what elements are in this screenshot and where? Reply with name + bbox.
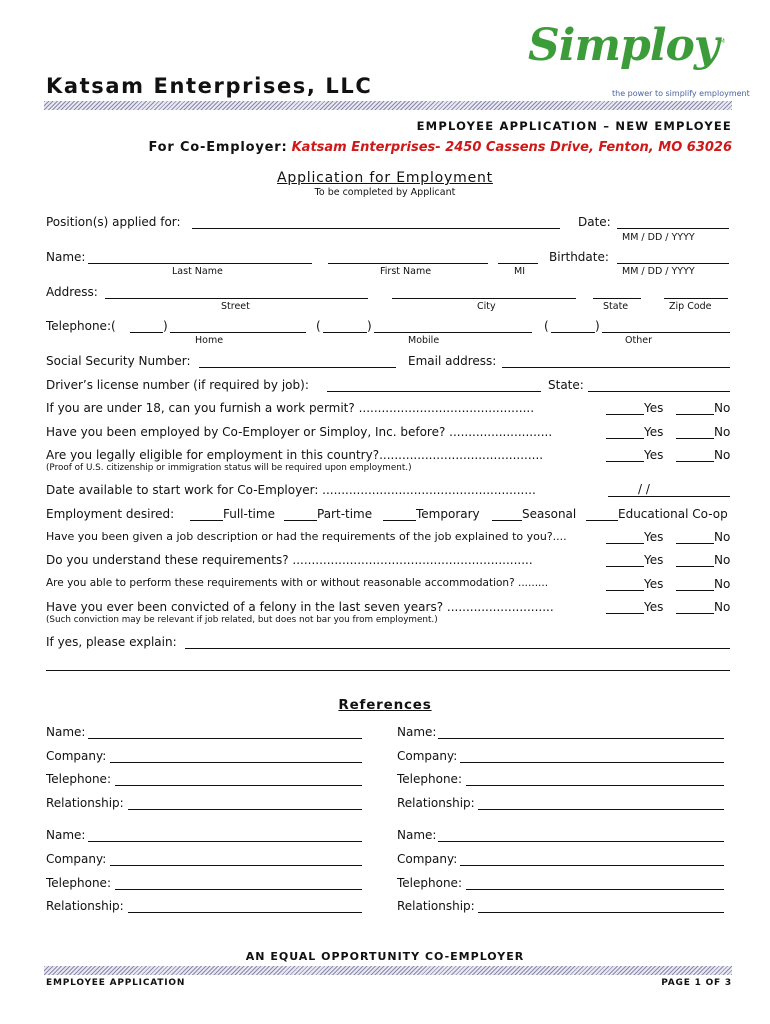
position-field[interactable] — [192, 228, 560, 229]
coemployer-line — [149, 140, 732, 155]
under-18-no-blank[interactable] — [676, 414, 714, 415]
seasonal-label: Seasonal — [522, 507, 577, 521]
ref4-company-label: Company: — [397, 852, 458, 866]
ref1-relationship-field[interactable] — [128, 809, 362, 810]
ref1-company-field[interactable] — [110, 762, 362, 763]
understand-yes-blank[interactable] — [606, 566, 644, 567]
home-paren-close: ) — [163, 319, 168, 333]
form-heading: EMPLOYEE APPLICATION – NEW EMPLOYEE — [416, 119, 732, 133]
last-name-caption: Last Name — [172, 266, 223, 277]
mi-caption: MI — [514, 266, 525, 277]
understand-no-label: No — [714, 553, 731, 567]
felony-note: (Such conviction may be relevant if job related, but does not bar you from employment.) — [46, 615, 438, 625]
q-employed-before: Have you been employed by Co-Employer or Simploy, Inc. before? ........................... — [46, 425, 553, 439]
eligible-no-label: No — [714, 448, 731, 462]
parttime-label: Part-time — [317, 507, 373, 521]
home-caption: Home — [195, 335, 224, 346]
birthdate-field[interactable] — [617, 263, 729, 264]
dl-state-field[interactable] — [588, 391, 730, 392]
email-label: Email address: — [408, 354, 497, 368]
eligible-note: (Proof of U.S. citizenship or immigration status will be required upon employment.) — [46, 463, 412, 473]
ref3-company-label: Company: — [46, 852, 107, 866]
eligible-yes-blank[interactable] — [606, 461, 644, 462]
start-date-slashes: / / — [638, 482, 650, 496]
mi-field[interactable] — [498, 263, 538, 264]
coop-blank[interactable] — [586, 520, 618, 521]
dl-state-label: State: — [548, 378, 584, 392]
references-title-text: References — [338, 697, 432, 713]
ref2-relationship-label: Relationship: — [397, 796, 475, 810]
last-name-field[interactable] — [88, 263, 312, 264]
ref3-telephone-label: Telephone: — [46, 876, 111, 890]
name-label: Name: — [46, 250, 86, 264]
employed-before-yes-blank[interactable] — [606, 438, 644, 439]
ref4-name-field[interactable] — [438, 841, 724, 842]
ref2-telephone-label: Telephone: — [397, 772, 462, 786]
q-understand: Do you understand these requirements? ............................................................... — [46, 553, 533, 567]
footer-left-label: EMPLOYEE APPLICATION — [46, 978, 186, 988]
q-felony: Have you ever been convicted of a felony in the last seven years? ............................ — [46, 600, 554, 614]
other-paren-open: ( — [544, 319, 549, 333]
ref1-company-label: Company: — [46, 749, 107, 763]
application-title — [0, 170, 770, 186]
mobile-area-code-field[interactable] — [323, 332, 367, 333]
job-desc-yes-blank[interactable] — [606, 543, 644, 544]
start-date-field[interactable] — [608, 496, 730, 497]
footer-band — [44, 966, 732, 975]
felony-yes-label: Yes — [644, 600, 664, 614]
ref1-relationship-label: Relationship: — [46, 796, 124, 810]
mobile-paren-open: ( — [316, 319, 321, 333]
employed-before-no-blank[interactable] — [676, 438, 714, 439]
job-desc-no-blank[interactable] — [676, 543, 714, 544]
application-title-text: Application for Employment — [277, 170, 493, 186]
ref4-relationship-label: Relationship: — [397, 899, 475, 913]
q-eligible: Are you legally eligible for employment in this country?........................................... — [46, 448, 544, 462]
employment-desired-label: Employment desired: — [46, 507, 175, 521]
fulltime-label: Full-time — [223, 507, 275, 521]
perform-no-blank[interactable] — [676, 590, 714, 591]
home-area-code-field[interactable] — [130, 332, 163, 333]
employed-before-no-label: No — [714, 425, 731, 439]
ref1-telephone-label: Telephone: — [46, 772, 111, 786]
coemployer-value: Katsam Enterprises- 2450 Cassens Drive, Fenton, MO 63026 — [291, 140, 732, 155]
perform-no-label: No — [714, 577, 731, 591]
telephone-label: Telephone:( — [46, 319, 116, 333]
date-label: Date: — [578, 215, 611, 229]
perform-yes-label: Yes — [644, 577, 664, 591]
company-name: Katsam Enterprises, LLC — [46, 74, 373, 98]
employed-before-yes-label: Yes — [644, 425, 664, 439]
coemployer-label: For Co-Employer: — [148, 140, 288, 155]
ref4-telephone-label: Telephone: — [397, 876, 462, 890]
email-field[interactable] — [502, 367, 730, 368]
city-caption: City — [477, 301, 496, 312]
felony-no-label: No — [714, 600, 731, 614]
felony-no-blank[interactable] — [676, 613, 714, 614]
ref3-relationship-field[interactable] — [128, 912, 362, 913]
understand-yes-label: Yes — [644, 553, 664, 567]
temporary-blank[interactable] — [383, 520, 416, 521]
dl-label: Driver’s license number (if required by job): — [46, 378, 309, 392]
job-desc-yes-label: Yes — [644, 530, 664, 544]
position-label: Position(s) applied for: — [46, 215, 181, 229]
q-under-18: If you are under 18, can you furnish a work permit? .............................................. — [46, 401, 535, 415]
seasonal-blank[interactable] — [492, 520, 522, 521]
mobile-phone-field[interactable] — [374, 332, 532, 333]
references-title — [0, 697, 770, 713]
under-18-no-label: No — [714, 401, 731, 415]
felony-yes-blank[interactable] — [606, 613, 644, 614]
fulltime-blank[interactable] — [190, 520, 223, 521]
q-perform: Are you able to perform these requirements with or without reasonable accommodation? ......... — [46, 577, 549, 589]
q-job-description: Have you been given a job description or had the requirements of the job explained to you?.... — [46, 530, 567, 543]
understand-no-blank[interactable] — [676, 566, 714, 567]
other-caption: Other — [625, 335, 652, 346]
explain-field-line-1[interactable] — [185, 648, 730, 649]
city-field[interactable] — [392, 298, 576, 299]
address-label: Address: — [46, 285, 98, 299]
other-area-code-field[interactable] — [551, 332, 595, 333]
ref4-name-label: Name: — [397, 828, 437, 842]
other-phone-field[interactable] — [602, 332, 730, 333]
coop-label: Educational Co-op — [618, 507, 728, 521]
eligible-no-blank[interactable] — [676, 461, 714, 462]
zip-field[interactable] — [664, 298, 728, 299]
ref3-name-field[interactable] — [88, 841, 362, 842]
temporary-label: Temporary — [416, 507, 480, 521]
mobile-paren-close: ) — [367, 319, 372, 333]
ref3-name-label: Name: — [46, 828, 86, 842]
street-field[interactable] — [105, 298, 368, 299]
ref2-name-field[interactable] — [438, 738, 724, 739]
ref2-relationship-field[interactable] — [478, 809, 724, 810]
eligible-yes-label: Yes — [644, 448, 664, 462]
application-subtitle: To be completed by Applicant — [314, 187, 456, 198]
ssn-label: Social Security Number: — [46, 354, 191, 368]
job-desc-no-label: No — [714, 530, 731, 544]
ref4-telephone-field[interactable] — [466, 889, 724, 890]
birthdate-label: Birthdate: — [549, 250, 609, 264]
logo-trademark: TM — [716, 38, 725, 45]
q-start-date: Date available to start work for Co-Employer: ........................................................ — [46, 483, 536, 497]
simploy-logo: Simploy — [528, 20, 719, 71]
ref2-company-field[interactable] — [460, 762, 724, 763]
home-phone-field[interactable] — [170, 332, 306, 333]
equal-opportunity-statement: AN EQUAL OPPORTUNITY CO-EMPLOYER — [245, 950, 525, 963]
header-band — [44, 101, 732, 110]
under-18-yes-blank[interactable] — [606, 414, 644, 415]
date-field[interactable] — [617, 228, 729, 229]
dl-number-field[interactable] — [327, 391, 541, 392]
first-name-caption: First Name — [380, 266, 432, 277]
ref2-company-label: Company: — [397, 749, 458, 763]
ref2-telephone-field[interactable] — [466, 785, 724, 786]
explain-label: If yes, please explain: — [46, 635, 177, 649]
ref2-name-label: Name: — [397, 725, 437, 739]
ref4-relationship-field[interactable] — [478, 912, 724, 913]
explain-field-line-2[interactable] — [46, 670, 730, 671]
ssn-field[interactable] — [199, 367, 396, 368]
date-format-hint: MM / DD / YYYY — [622, 232, 695, 243]
other-paren-close: ) — [595, 319, 600, 333]
ref3-relationship-label: Relationship: — [46, 899, 124, 913]
first-name-field[interactable] — [328, 263, 488, 264]
state-field[interactable] — [593, 298, 641, 299]
ref1-name-field[interactable] — [88, 738, 362, 739]
state-caption: State — [603, 301, 629, 312]
ref3-company-field[interactable] — [110, 865, 362, 866]
ref4-company-field[interactable] — [460, 865, 724, 866]
birthdate-format-hint: MM / DD / YYYY — [622, 266, 695, 277]
ref3-telephone-field[interactable] — [115, 889, 362, 890]
ref1-name-label: Name: — [46, 725, 86, 739]
logo-tagline: the power to simplify employment — [612, 89, 750, 98]
zip-caption: Zip Code — [669, 301, 712, 312]
mobile-caption: Mobile — [408, 335, 440, 346]
perform-yes-blank[interactable] — [606, 590, 644, 591]
under-18-yes-label: Yes — [644, 401, 664, 415]
ref1-telephone-field[interactable] — [115, 785, 362, 786]
parttime-blank[interactable] — [284, 520, 317, 521]
page-number: PAGE 1 OF 3 — [661, 978, 732, 988]
street-caption: Street — [221, 301, 250, 312]
